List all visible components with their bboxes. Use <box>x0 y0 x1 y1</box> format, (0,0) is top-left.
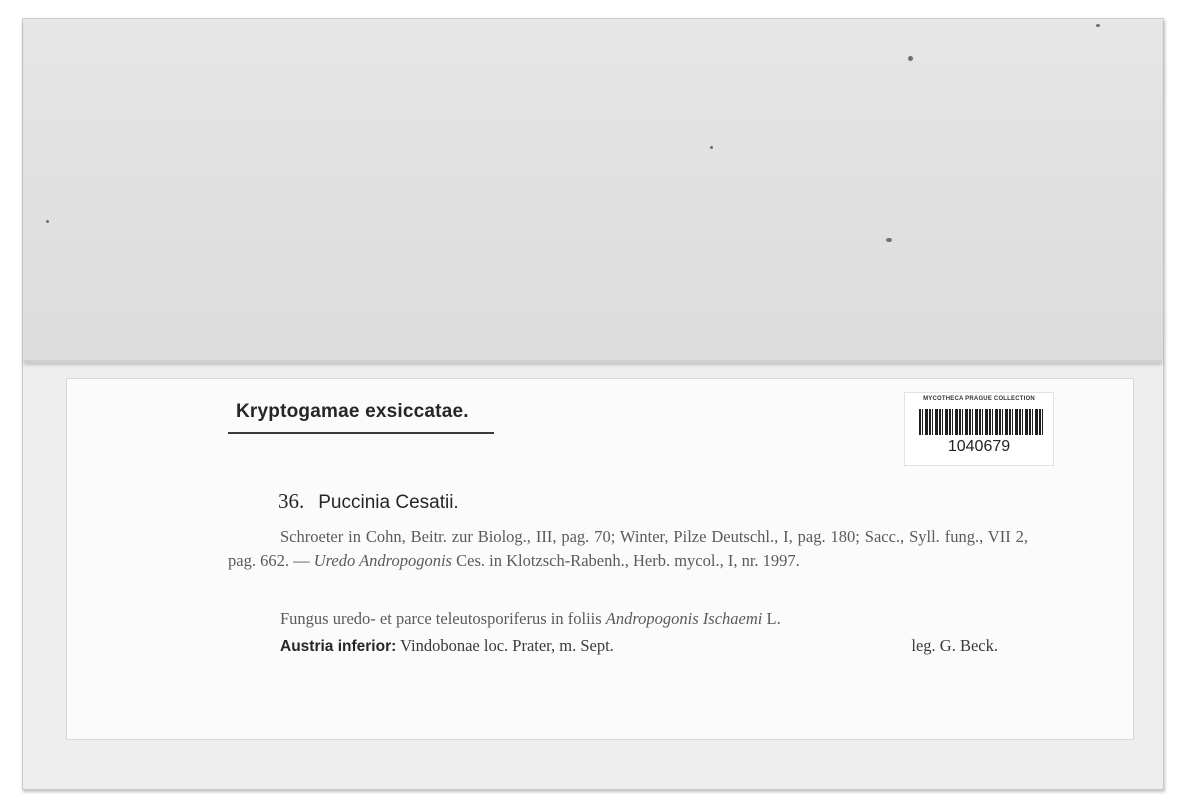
reference-text <box>228 525 1028 573</box>
paper-speck <box>886 238 892 242</box>
reference-part: Ces. in Klotzsch-Rabenh., Herb. mycol., I, nr. 1997. <box>451 551 800 570</box>
reference-part: Schroeter in Cohn, Beitr. zur Biolog., III, pag. 70; Winter, Pilze Deutschl., I, pag. 180; Sacc., Syll. fung., VII 2, pag. 662. — <box>228 527 1028 570</box>
paper-speck <box>46 220 49 223</box>
barcode-number: 1040679 <box>947 438 1011 455</box>
entry-number: 36. <box>278 489 305 513</box>
paper-speck <box>710 146 713 149</box>
region: Austria inferior: <box>280 638 397 655</box>
description-part: L. <box>762 609 781 628</box>
barcode-sticker <box>904 392 1054 466</box>
paper-speck <box>908 56 913 61</box>
description-part: Fungus uredo- et parce teleutosporiferus in foliis <box>280 609 606 628</box>
series-underline <box>228 432 494 434</box>
synonym-name: Uredo Andropogonis <box>313 551 452 570</box>
series-title: Kryptogamae exsiccatae. <box>236 401 469 422</box>
collector: leg. G. Beck. <box>911 636 998 655</box>
barcode-header: MYCOTHECA PRAGUE COLLECTION <box>923 396 1035 402</box>
taxon-name: Puccinia Cesatii. <box>318 492 459 513</box>
locality-line <box>280 636 1004 656</box>
locality: Vindobonae loc. Prater, m. Sept. <box>400 636 614 655</box>
envelope-flap <box>24 20 1162 363</box>
description-text <box>280 609 781 629</box>
paper-speck <box>1096 24 1100 27</box>
entry-title <box>278 489 459 514</box>
host-name: Andropogonis Ischaemi <box>605 609 763 628</box>
barcode-bars <box>919 409 1043 435</box>
